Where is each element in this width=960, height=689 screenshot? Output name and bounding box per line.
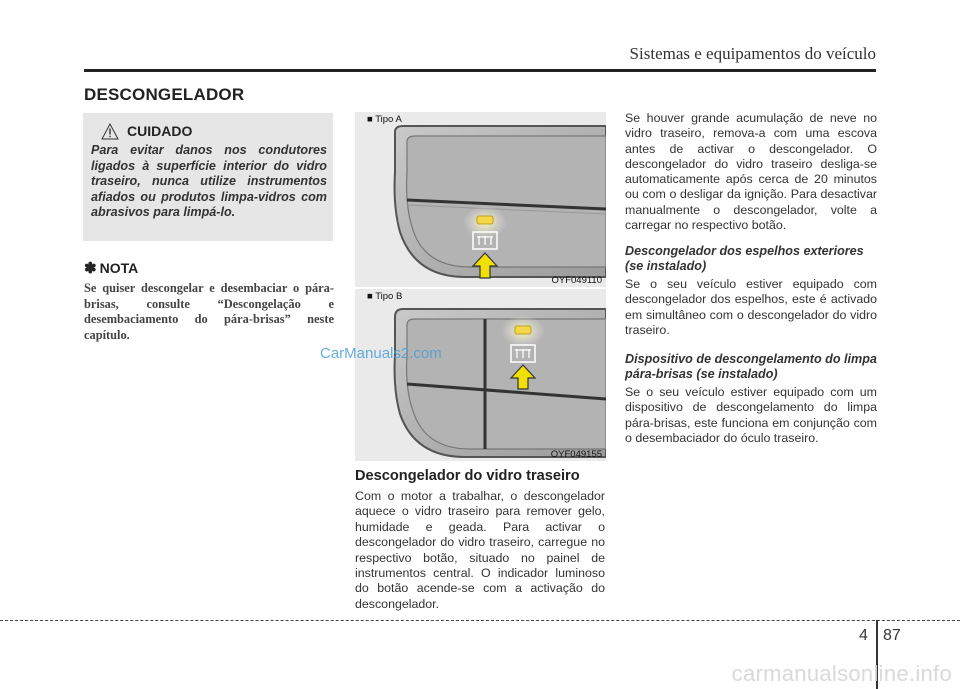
nota-text: Se quiser descongelar e desembaciar o pára-brisas, consulte “Descongelação e desembaciamento do pára-brisas” neste capítulo. xyxy=(84,281,334,342)
figure-a-label: ■ Tipo A xyxy=(367,114,402,125)
page-number: 87 xyxy=(883,627,901,644)
warning-triangle-icon xyxy=(101,123,119,140)
header-rule xyxy=(84,69,876,72)
defroster-switch-illustration-a xyxy=(355,112,606,287)
caution-header xyxy=(101,121,327,141)
footer-rule xyxy=(0,620,960,621)
page-header-title: Sistemas e equipamentos do veículo xyxy=(629,44,876,63)
figure-a-code: OYF049110 xyxy=(551,275,602,286)
caution-text: Para evitar danos nos condutores ligados à superfície interior do vidro traseiro, nunca utilize instrumentos afiados ou produtos limpa-vidros com abrasivos para limpá-lo. xyxy=(91,143,327,219)
section-title: DESCONGELADOR xyxy=(84,85,245,104)
mirror-defroster-text: Se o seu veículo estiver equipado com descongelador dos espelhos, este é activado em simultâneo com o descongelador do vidro traseiro. xyxy=(625,277,877,338)
nota-title: NOTA xyxy=(99,260,139,276)
figure-type-a xyxy=(355,112,606,287)
caution-box xyxy=(83,113,333,241)
snow-removal-paragraph: Se houver grande acumulação de neve no vidro traseiro, remova-a com uma escova antes de activar o descongelador. O descongelador do vidro traseiro desliga-se automaticamente após cerca de 20 minutos ou com o desligar da ignição. Para desactivar manualmente o descongelador, volte a carregar no respectivo botão. xyxy=(625,111,877,233)
nota-star-icon: ✽ xyxy=(84,260,97,277)
defroster-switch-illustration-b xyxy=(355,289,606,461)
wiper-deicer-text: Se o seu veículo estiver equipado com um dispositivo de descongelamento do limpa pára-brisas, este funciona em conjunção com o desembaciador do óculo traseiro. xyxy=(625,385,877,446)
carmanuals-watermark: CarManuals2.com xyxy=(320,345,442,362)
mirror-defroster-title: Descongelador dos espelhos exteriores (se instalado) xyxy=(625,244,864,273)
figure-b-label: ■ Tipo B xyxy=(367,291,403,302)
wiper-deicer-title: Dispositivo de descongelamento do limpa pára-brisas (se instalado) xyxy=(625,352,877,381)
figure-b-code: OYF049155 xyxy=(550,449,602,460)
chapter-number: 4 xyxy=(859,627,868,644)
site-watermark: carmanualsonline.info xyxy=(731,661,952,686)
rear-defroster-text: Com o motor a trabalhar, o descongelador aquece o vidro traseiro para remover gelo, humidade e geada. Para activar o descongelador do vidro traseiro, carregue no respectivo botão, situado no painel de instrumentos central. O indicador luminoso do botão acende-se com a activação do descongelador. xyxy=(355,489,605,611)
figure-type-b xyxy=(355,289,606,461)
rear-defroster-title: Descongelador do vidro traseiro xyxy=(355,468,580,484)
column-three xyxy=(625,111,877,446)
caution-title: CUIDADO xyxy=(127,123,193,139)
nota-header xyxy=(84,259,138,277)
